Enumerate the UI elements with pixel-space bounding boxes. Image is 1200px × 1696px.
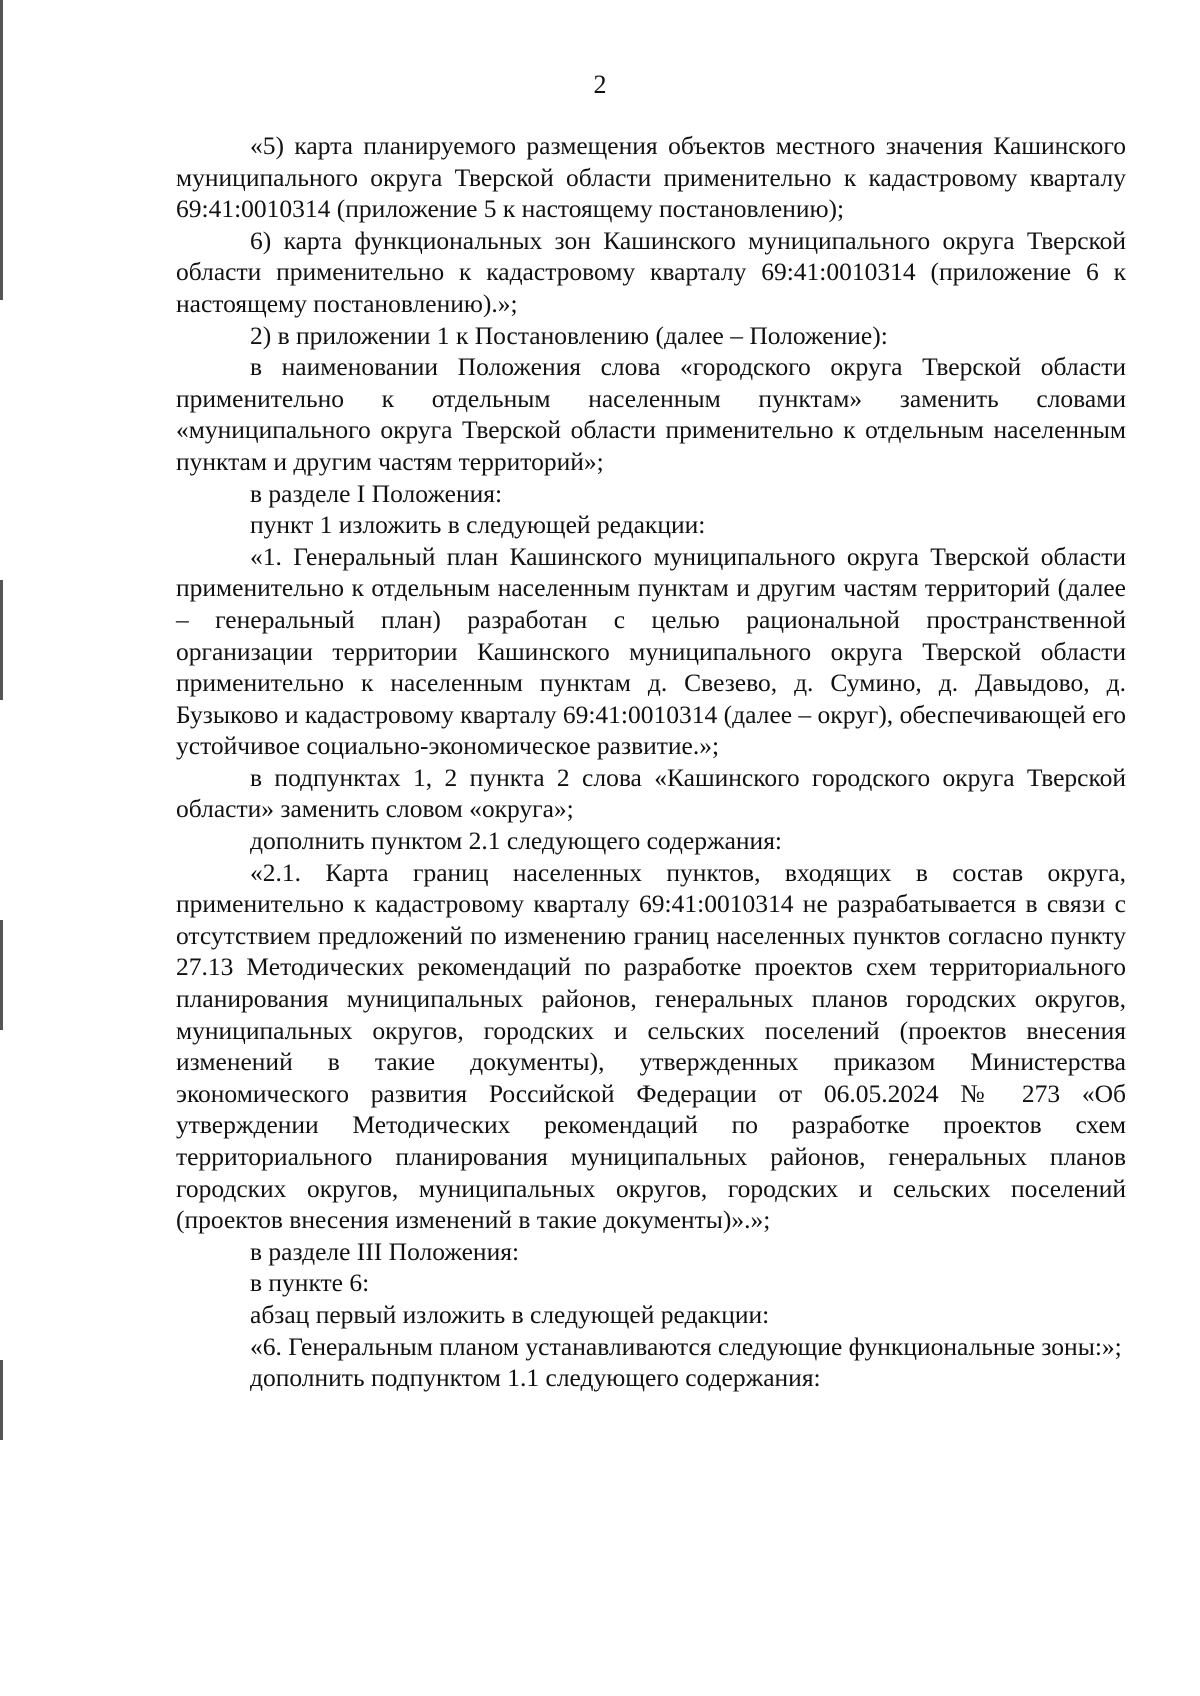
paragraph-point-1-intro: пункт 1 изложить в следующей редакции:	[250, 510, 706, 540]
paragraph-first-abzac: абзац первый изложить в следующей редакции:	[250, 1299, 770, 1329]
paragraph-point-1-text: «1. Генеральный план Кашинского муниципального округа Тверской области применительно к отдельным населенным пунктам и другим частям территорий (далее – генеральный план) разработан с целью рациональной пространственной организации территории Кашинского муниципального округа Тверской области применительно к населенным пунктам д. Свезево, д. Сумино, д. Давыдово, д. Бузыково и кадастровому кварталу 69:41:0010314 (далее – округ), обеспечивающей его устойчивое социально-экономическое развитие.»;	[176, 541, 1126, 761]
paragraph-point-2-1-intro: дополнить пунктом 2.1 следующего содержания:	[250, 826, 783, 856]
scan-edge-mark	[0, 0, 3, 300]
paragraph-section-1: в разделе I Положения:	[250, 478, 503, 508]
paragraph-title-change: в наименовании Положения слова «городского округа Тверской области применительно к отдельным населенным пунктам» заменить словами «муниципального округа Тверской области применительно к отдельным населенным пунктам и другим частям территорий»;	[176, 352, 1126, 476]
paragraph-item-6-map: 6) карта функциональных зон Кашинского муниципального округа Тверской области применительно к кадастровому кварталу 69:41:0010314 (приложение 6 к настоящему постановлению).»;	[176, 225, 1126, 318]
paragraph-section-3: в разделе III Положения:	[250, 1236, 520, 1266]
document-body	[176, 130, 1126, 1394]
paragraph-point-2-1-text: «2.1. Карта границ населенных пунктов, входящих в состав округа, применительно к кадастровому кварталу 69:41:0010314 не разрабатывается в связи с отсутствием предложений по изменению границ населенных пунктов согласно пункту 27.13 Методических рекомендаций по разработке проектов схем территориального планирования муниципальных районов, генеральных планов городских округов, муниципальных округов, городских и сельских поселений (проектов внесения изменений в такие документы), утвержденных приказом Министерства экономического развития Российской Федерации от 06.05.2024 № 273 «Об утверждении Методических рекомендаций по разработке проектов схем территориального планирования муниципальных районов, генеральных планов городских округов, муниципальных округов, городских и сельских поселений (проектов внесения изменений в такие документы)».»;	[176, 857, 1126, 1235]
paragraph-point-6-text: «6. Генеральным планом устанавливаются следующие функциональные зоны:»;	[250, 1331, 1122, 1361]
paragraph-annex-1: 2) в приложении 1 к Постановлению (далее – Положение):	[250, 320, 888, 350]
paragraph-point-6: в пункте 6:	[250, 1268, 370, 1298]
scan-edge-mark	[0, 920, 3, 1030]
paragraph-item-5-map: «5) карта планируемого размещения объектов местного значения Кашинского муниципального округа Тверской области применительно к кадастровому кварталу 69:41:0010314 (приложение 5 к настоящему постановлению);	[176, 131, 1126, 224]
page-number: 2	[593, 70, 607, 99]
paragraph-subpoint-1-1-intro: дополнить подпунктом 1.1 следующего содержания:	[250, 1363, 821, 1393]
scan-edge-mark	[0, 580, 3, 700]
paragraph-subpoints-change: в подпунктах 1, 2 пункта 2 слова «Кашинского городского округа Тверской области» заменить словом «округа»;	[176, 762, 1126, 824]
scan-edge-mark	[0, 1360, 3, 1440]
